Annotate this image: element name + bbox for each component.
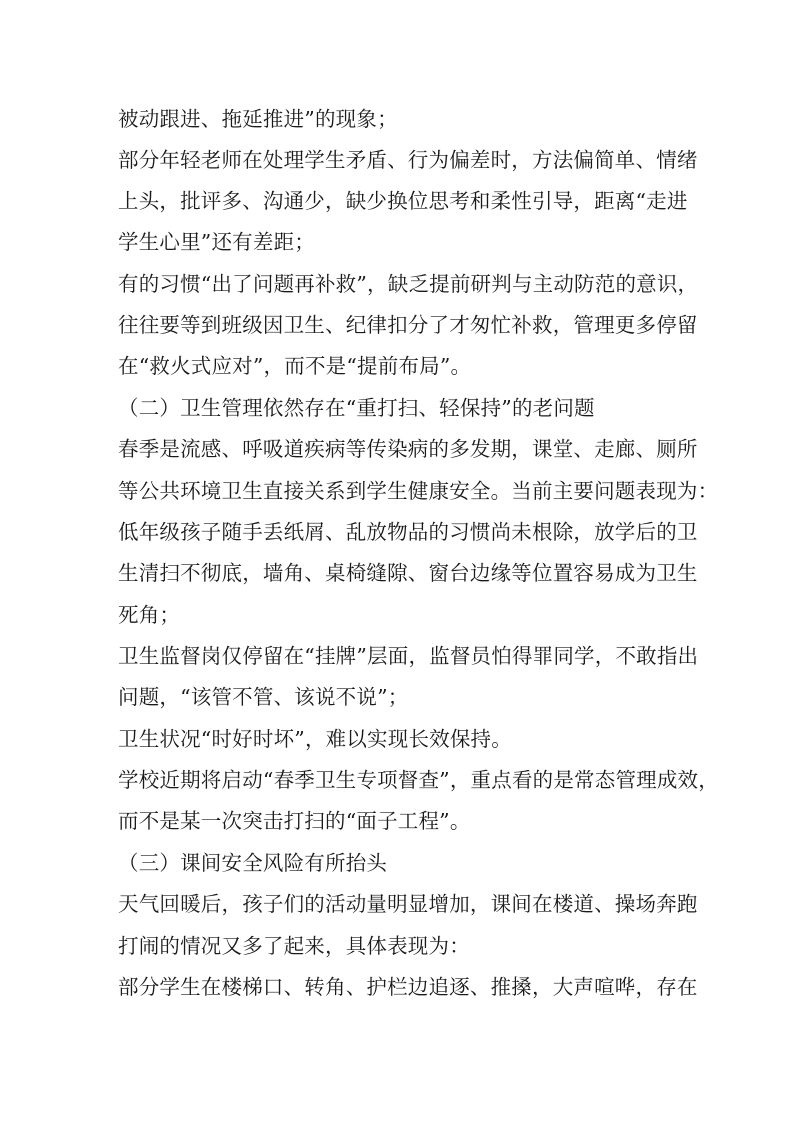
section-heading: （三）课间安全风险有所抬头 bbox=[118, 851, 388, 875]
paragraph-line: 往往要等到班级因卫生、纪律扣分了才匆忙补救，管理更多停留 bbox=[118, 313, 698, 337]
paragraph-line: 天气回暖后，孩子们的活动量明显增加，课间在楼道、操场奔跑 bbox=[118, 892, 698, 916]
paragraph-line: 有的习惯“出了问题再补救”，缺乏提前研判与主动防范的意识， bbox=[118, 272, 699, 296]
paragraph-line: 等公共环境卫生直接关系到学生健康安全。当前主要问题表现为： bbox=[118, 479, 719, 503]
paragraph-line: 低年级孩子随手丢纸屑、乱放物品的习惯尚未根除，放学后的卫 bbox=[118, 520, 698, 544]
paragraph-line: 死角； bbox=[118, 603, 181, 627]
section-heading: （二）卫生管理依然存在“重打扫、轻保持”的老问题 bbox=[118, 396, 595, 420]
paragraph-line: 部分年轻老师在处理学生矛盾、行为偏差时，方法偏简单、情绪 bbox=[118, 148, 698, 172]
paragraph-line: 在“救火式应对”，而不是“提前布局”。 bbox=[118, 354, 472, 378]
paragraph-line: 打闹的情况又多了起来，具体表现为： bbox=[118, 934, 470, 958]
paragraph-line: 卫生监督岗仅停留在“挂牌”层面，监督员怕得罪同学，不敢指出 bbox=[118, 644, 699, 668]
paragraph-line: 生清扫不彻底，墙角、桌椅缝隙、窗台边缘等位置容易成为卫生 bbox=[118, 561, 698, 585]
paragraph-line: 卫生状况“时好时坏”，难以实现长效保持。 bbox=[118, 727, 512, 751]
paragraph-line: 学生心里”还有差距； bbox=[118, 230, 315, 254]
paragraph-line: 学校近期将启动“春季卫生专项督查”，重点看的是常态管理成效， bbox=[118, 768, 719, 792]
paragraph-line: 而不是某一次突击打扫的“面子工程”。 bbox=[118, 809, 471, 833]
paragraph-line: 问题，“该管不管、该说不说”； bbox=[118, 685, 409, 709]
paragraph-line: 被动跟进、拖延推进”的现象； bbox=[118, 107, 398, 131]
paragraph-line: 春季是流感、呼吸道疾病等传染病的多发期，课堂、走廊、厕所 bbox=[118, 437, 698, 461]
paragraph-line: 部分学生在楼梯口、转角、护栏边追逐、推搡，大声喧哗，存在 bbox=[118, 975, 698, 999]
paragraph-line: 上头，批评多、沟通少，缺少换位思考和柔性引导，距离“走进 bbox=[118, 189, 688, 213]
